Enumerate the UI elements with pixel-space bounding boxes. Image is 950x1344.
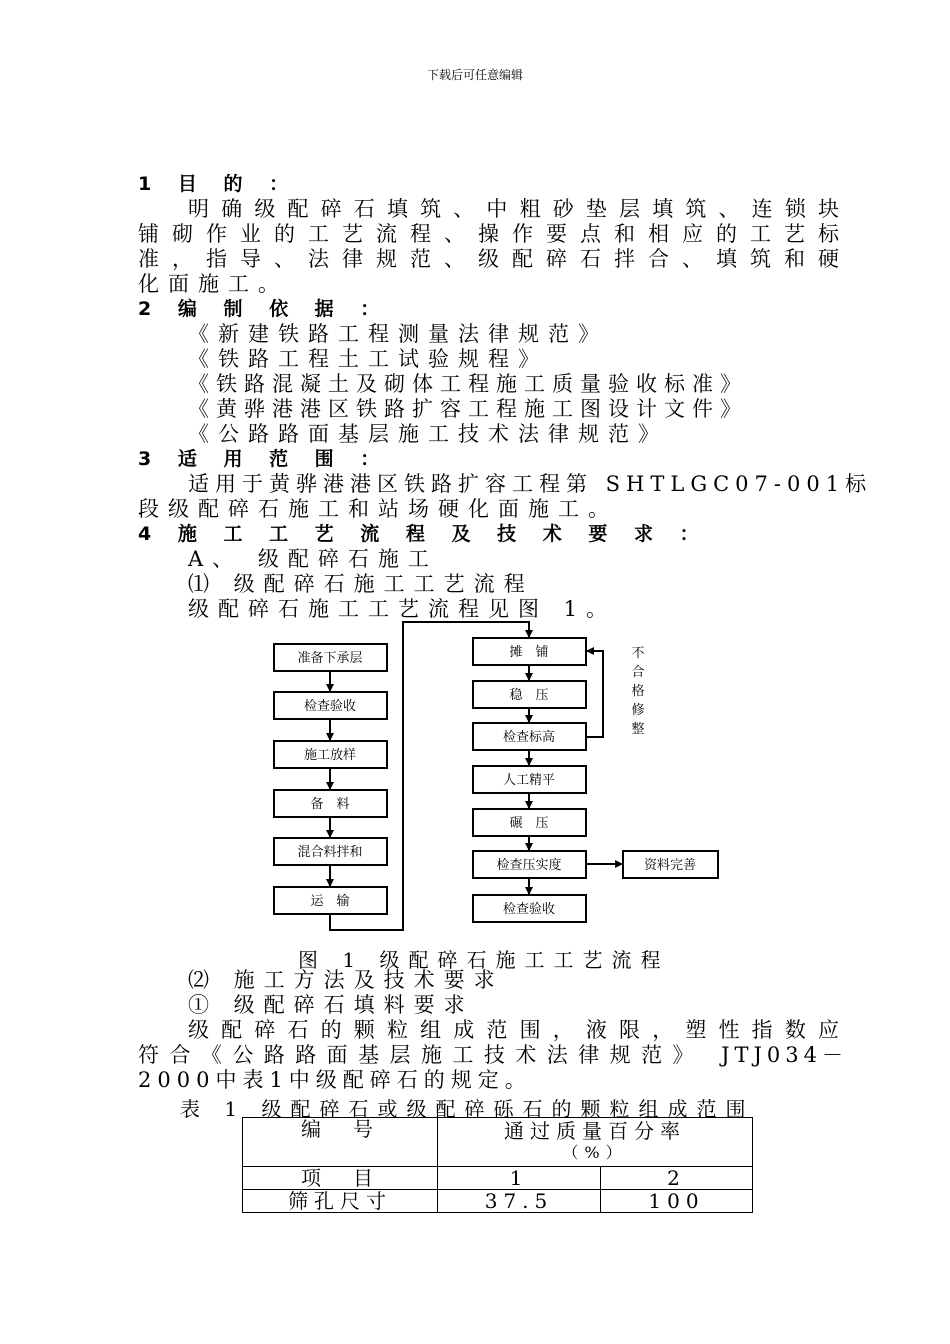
section-1-paragraph: 铺砌作业的工艺流程、操作要点和相应的工艺标 (138, 222, 848, 246)
table-cell-value: 100 (601, 1190, 753, 1213)
flow-label: 碾 压 (509, 816, 549, 831)
table-caption: 表 1 级配碎石或级配碎砾石的颗粒组成范围 (180, 1097, 755, 1121)
flow-label: 检查标高 (502, 730, 556, 745)
loop-label-char: 修 (631, 703, 645, 718)
table-cell-col1: 1 (438, 1167, 601, 1190)
section-3-paragraph: 段级配碎石施工和站场硬化面施工。 (138, 497, 618, 521)
flow-label: 备 料 (310, 797, 350, 812)
loop-label-char: 格 (631, 684, 645, 699)
flow-label: 准备下承层 (297, 651, 363, 666)
flow-label: 施工放样 (303, 748, 357, 763)
flow-label: 检查压实度 (496, 858, 562, 873)
figure-caption: 图 1 级配碎石施工工艺流程 (298, 948, 670, 972)
reference-item: 《铁路工程土工试验规程》 (188, 347, 548, 371)
subsection-1-text: 级配碎石施工工艺流程见图 1。 (188, 597, 617, 621)
page-header: 下载后可任意编辑 (426, 68, 523, 82)
section-1-paragraph: 化面施工。 (138, 272, 288, 296)
flow-label: 稳 压 (509, 688, 549, 703)
subsection-1: ⑴ 级配碎石施工工艺流程 (188, 572, 534, 596)
section-1-paragraph: 准，指导、法律规范、级配碎石拌合、填筑和硬 (138, 247, 848, 271)
loop-label-char: 合 (631, 665, 645, 680)
body-paragraph: 2000中表1中级配碎石的规定。 (138, 1068, 532, 1092)
flow-label: 混合料拌和 (297, 845, 363, 860)
table-header-percent: （%） (562, 1143, 628, 1162)
flow-label: 摊 铺 (509, 645, 549, 660)
flow-label: 检查验收 (502, 902, 556, 917)
body-paragraph: 符合《公路路面基层施工技术法律规范》 JTJ034－ (138, 1043, 848, 1067)
loop-label-char: 整 (631, 722, 645, 737)
reference-item: 《公路路面基层施工技术法律规范》 (188, 422, 668, 446)
table-cell-sieve: 筛孔尺寸 (243, 1190, 438, 1213)
table-cell-value: 37.5 (438, 1190, 601, 1213)
subsection-2: ⑵ 施工方法及技术要求 (188, 968, 504, 992)
flow-label: 运 输 (310, 894, 350, 909)
table-header-pass-label: 通过质量百分率 (504, 1119, 686, 1143)
table-cell-col2: 2 (601, 1167, 753, 1190)
rework-loop (586, 651, 603, 737)
subsection-a: A、 级配碎石施工 (188, 547, 438, 571)
flow-label: 资料完善 (643, 858, 697, 873)
body-paragraph: 级配碎石的颗粒组成范围，液限，塑性指数应 (188, 1018, 848, 1042)
loop-label-char: 不 (631, 646, 645, 661)
section-2-title: 2 编 制 依 据 ： (138, 298, 390, 320)
table-header-pass (438, 1118, 753, 1167)
reference-item: 《铁路混凝土及砌体工程施工质量验收标准》 (188, 372, 748, 396)
flow-label: 人工精平 (502, 773, 556, 788)
section-1-title: 1 目 的 ： (138, 173, 299, 195)
section-3-title: 3 适 用 范 围 ： (138, 448, 390, 470)
table-header-code: 编 号 (243, 1118, 438, 1167)
gradation-table (242, 1117, 753, 1213)
reference-item: 《黄骅港港区铁路扩容工程施工图设计文件》 (188, 397, 748, 421)
flow-label: 检查验收 (303, 699, 357, 714)
subsection-2-item: ① 级配碎石填料要求 (188, 993, 474, 1017)
section-1-paragraph: 明确级配碎石填筑、中粗砂垫层填筑、连锁块 (188, 197, 848, 221)
table-cell-item: 项 目 (243, 1167, 438, 1190)
section-4-title: 4 施 工 工 艺 流 程 及 技 术 要 求 ： (138, 523, 709, 545)
section-3-paragraph: 适用于黄骅港港区铁路扩容工程第 SHTLGC07-001标 (188, 472, 873, 496)
reference-item: 《新建铁路工程测量法律规范》 (188, 322, 608, 346)
